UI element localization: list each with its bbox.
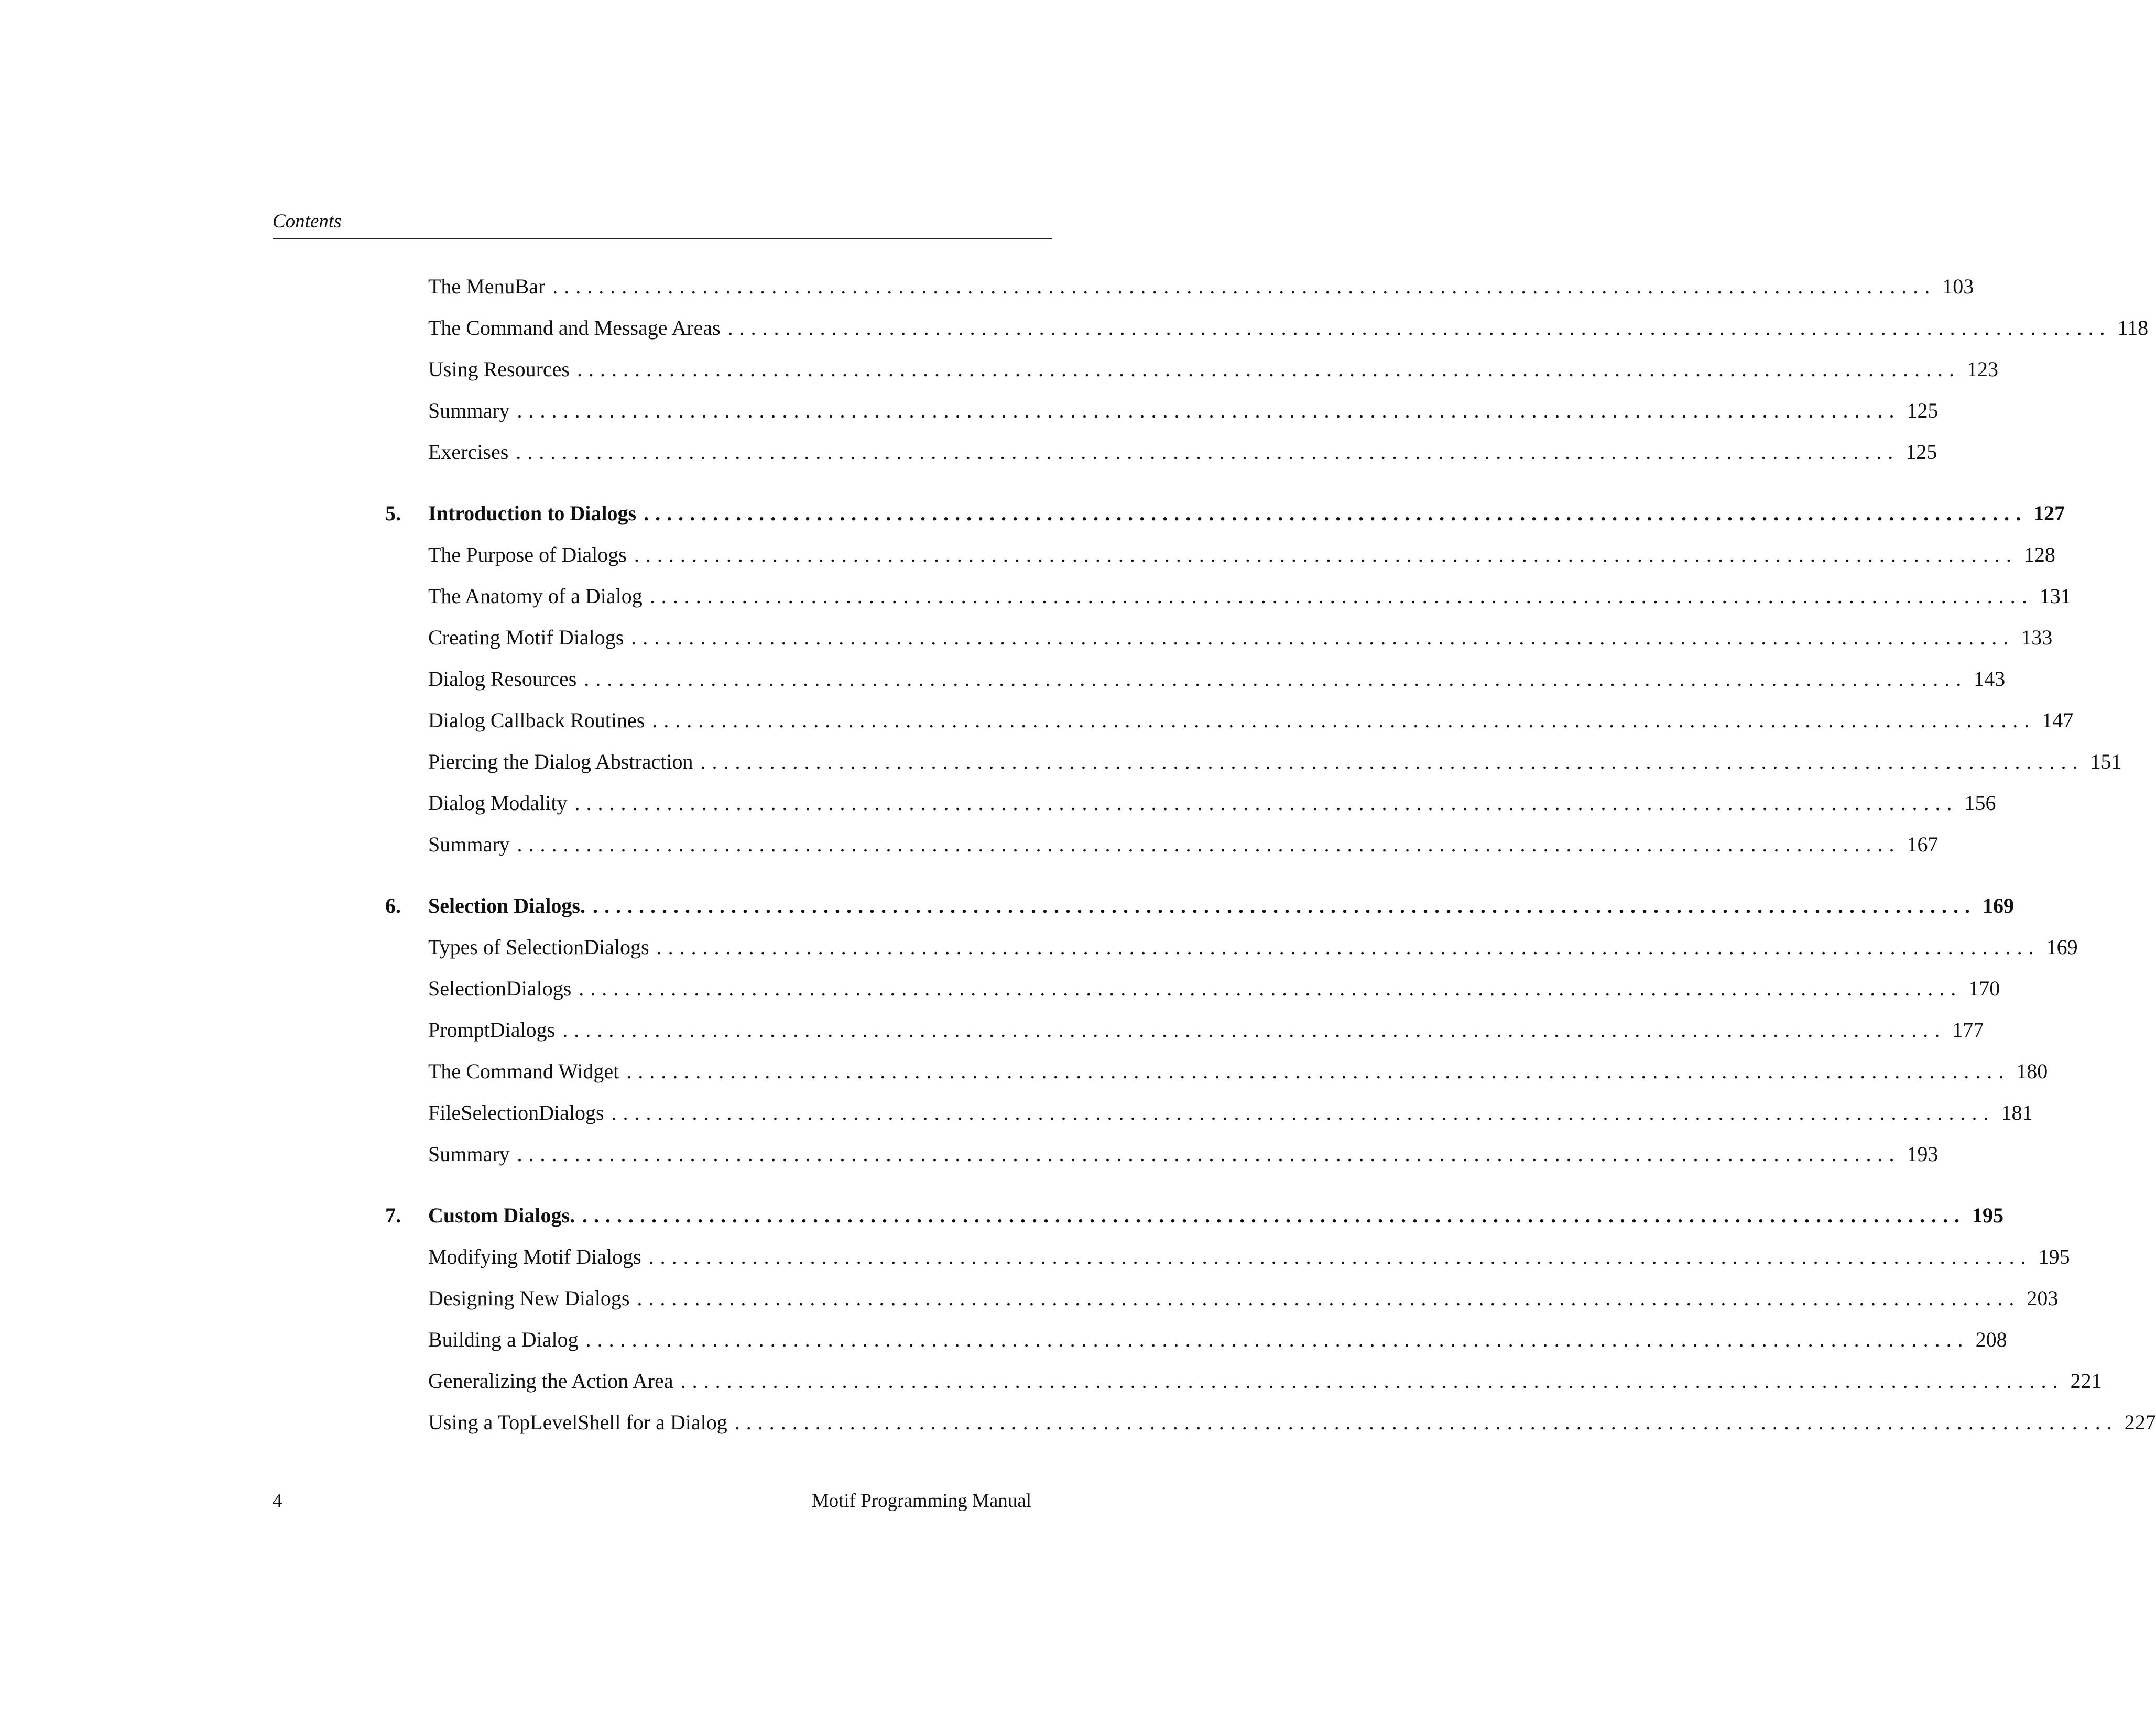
toc-entry-title: Summary [428,833,510,856]
toc-entry[interactable] [385,829,1939,860]
toc-entry-page: 170 [1968,977,2000,1000]
toc-entry-title: The Command and Message Areas [428,316,721,340]
toc-entry-title: PromptDialogs [428,1018,556,1042]
toc-entry[interactable] [385,787,1996,819]
toc-entry-page: 195 [1972,1203,2004,1227]
toc-entry-title: The Purpose of Dialogs [428,543,627,566]
dot-leader: ........................................................................................................................ [562,1018,1946,1042]
dot-leader: ........................................................................................................................ [734,1410,2118,1434]
toc-entry[interactable] [385,395,1939,426]
dot-leader: ........................................................................................................................ [517,1142,1901,1166]
toc-entry-page: 131 [2039,584,2071,608]
toc-entry-title: Dialog Modality [428,791,568,815]
toc-entry-page: 195 [2038,1245,2070,1268]
toc-entry-page: 169 [1982,894,2014,917]
dot-leader: ........................................................................................................................ [700,750,2084,773]
toc-entry-page: 169 [2046,935,2078,959]
toc-entry-title: Designing New Dialogs [428,1286,630,1310]
toc-entry-title: Dialog Resources [428,667,577,691]
dot-leader: ........................................................................................................................ [517,399,1901,422]
dot-leader: ........................................................................................................................ [585,1328,1969,1351]
toc-entry[interactable] [385,354,1998,385]
dot-leader: ........................................................................................................................ [517,833,1901,856]
toc-entry-title: Selection Dialogs. [428,894,585,917]
toc-chapter-entry[interactable] [385,890,2014,922]
toc-entry-title: Modifying Motif Dialogs [428,1245,641,1268]
toc-entry-page: 147 [2042,708,2074,732]
dot-leader: ........................................................................................................................ [552,275,1936,298]
toc-entry[interactable] [385,436,1937,468]
toc-entry[interactable] [385,973,2000,1004]
toc-chapter-entry[interactable] [385,498,2065,529]
toc-entry-title: The MenuBar [428,275,546,298]
dot-leader: ........................................................................................................................ [648,1245,2032,1268]
dot-leader: ........................................................................................................................ [637,1286,2021,1310]
toc-entry[interactable] [385,1283,2059,1314]
toc-entry-page: 118 [2117,316,2149,340]
toc-entry[interactable] [385,663,2006,695]
toc-entry-title: SelectionDialogs [428,977,572,1000]
toc-entry[interactable] [385,932,2078,963]
toc-entry-page: 151 [2090,750,2122,773]
toc-entry[interactable] [385,1097,2033,1129]
toc-entry-page: 143 [1974,667,2006,691]
page-number: 4 [273,1490,282,1512]
toc-entry[interactable] [385,1241,2070,1273]
dot-leader: ........................................................................................................................ [634,543,2018,566]
toc-entry[interactable] [385,581,2071,612]
toc-entry-title: Using a TopLevelShell for a Dialog [428,1410,727,1434]
chapter-number: 5. [385,501,401,525]
toc-entry-page: 227 [2124,1410,2156,1434]
toc-entry[interactable] [385,539,2055,571]
dot-leader: ........................................................................................................................ [584,667,1968,691]
dot-leader: ........................................................................................................................ [727,316,2111,340]
toc-entry-title: FileSelectionDialogs [428,1101,604,1124]
toc-entry[interactable] [385,1407,2156,1438]
toc-entry-page: 123 [1966,357,1998,381]
toc-entry-title: Summary [428,1142,510,1166]
chapter-number: 6. [385,894,401,917]
dot-leader: ........................................................................................................................ [631,626,2015,649]
toc-entry[interactable] [385,1139,1939,1170]
toc-chapter-entry[interactable] [385,1200,2004,1231]
toc-entry-page: 167 [1907,833,1939,856]
toc-entry-title: Types of SelectionDialogs [428,935,649,959]
toc-entry[interactable] [385,746,2122,778]
toc-entry-page: 156 [1964,791,1996,815]
toc-entry-page: 180 [2016,1059,2048,1083]
chapter-number: 7. [385,1203,401,1227]
toc-entry-title: The Command Widget [428,1059,619,1083]
dot-leader: ........................................................................................................................ [582,1203,1966,1227]
toc-entry[interactable] [385,312,2149,344]
toc-entry[interactable] [385,271,1974,302]
dot-leader: ........................................................................................................................ [656,935,2040,959]
toc-entry-title: Introduction to Dialogs [428,501,637,525]
toc-entry-page: 193 [1907,1142,1939,1166]
toc-entry-title: Building a Dialog [428,1328,579,1351]
toc-entry-page: 177 [1952,1018,1984,1042]
toc-entry-page: 103 [1942,275,1974,298]
toc-entry-title: Dialog Callback Routines [428,708,645,732]
toc-entry-page: 208 [1975,1328,2007,1351]
dot-leader: ........................................................................................................................ [680,1369,2064,1393]
dot-leader: ........................................................................................................................ [649,584,2033,608]
toc-entry-title: Piercing the Dialog Abstraction [428,750,693,773]
toc-entry[interactable] [385,622,2053,653]
dot-leader: ........................................................................................................................ [626,1059,2010,1083]
toc-entry-page: 181 [2001,1101,2033,1124]
book-title: Motif Programming Manual [811,1490,1031,1512]
toc-entry-page: 203 [2027,1286,2059,1310]
dot-leader: ........................................................................................................................ [574,791,1958,815]
dot-leader: ........................................................................................................................ [592,894,1976,917]
toc-entry-title: Generalizing the Action Area [428,1369,673,1393]
dot-leader: ........................................................................................................................ [579,977,1963,1000]
toc-entry-page: 125 [1905,440,1937,464]
toc-entry-page: 221 [2070,1369,2102,1393]
toc-entry-title: The Anatomy of a Dialog [428,584,643,608]
dot-leader: ........................................................................................................................ [516,440,1900,464]
toc-entry[interactable] [385,1014,1984,1046]
toc-entry-page: 133 [2021,626,2053,649]
toc-entry-page: 127 [2033,501,2065,525]
toc-entry-title: Custom Dialogs. [428,1203,575,1227]
toc-entry-page: 128 [2023,543,2055,566]
toc-entry-title: Summary [428,399,510,422]
toc-entry-title: Creating Motif Dialogs [428,626,624,649]
dot-leader: ........................................................................................................................ [611,1101,1995,1124]
toc-entry-title: Exercises [428,440,509,464]
dot-leader: ........................................................................................................................ [652,708,2036,732]
dot-leader: ........................................................................................................................ [644,501,2028,525]
toc-entry-title: Using Resources [428,357,570,381]
toc-entry[interactable] [385,705,2074,736]
running-head: Contents [273,211,342,232]
toc-entry-page: 125 [1907,399,1939,422]
dot-leader: ........................................................................................................................ [576,357,1961,381]
toc-entry[interactable] [385,1056,2048,1087]
toc-entry[interactable] [385,1324,2007,1355]
toc-entry[interactable] [385,1365,2102,1397]
